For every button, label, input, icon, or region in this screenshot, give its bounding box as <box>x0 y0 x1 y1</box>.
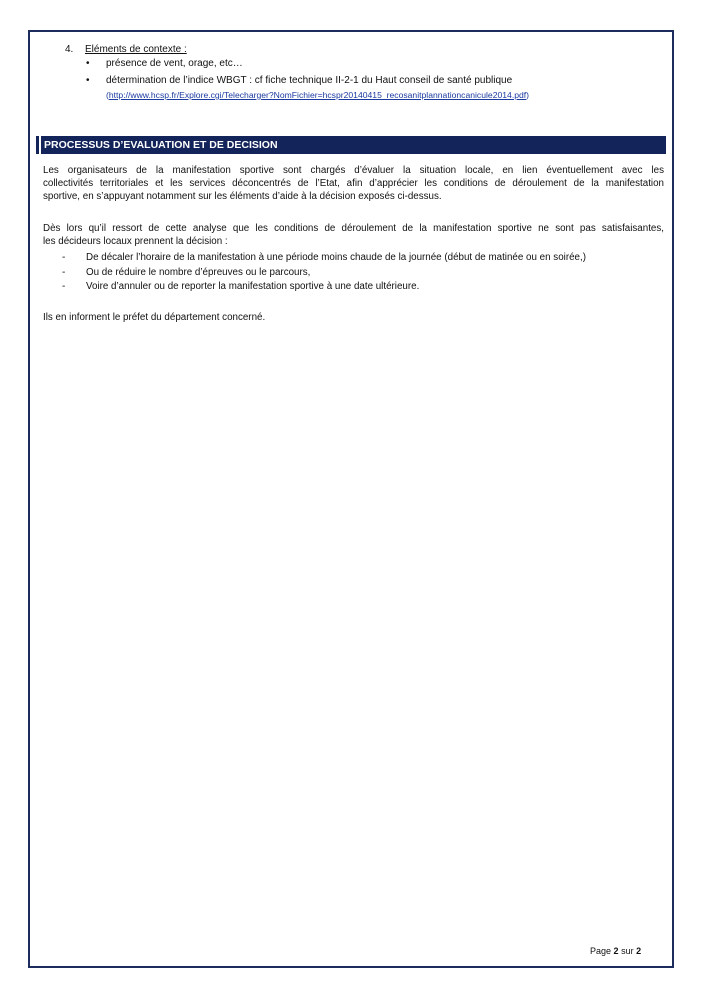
dash-icon: - <box>62 252 66 263</box>
paragraph-1 <box>43 164 664 203</box>
bullet-icon: • <box>86 58 90 69</box>
decision-item-1: De décaler l’horaire de la manifestation à une période moins chaude de la journée (début de matinée ou en soirée,) <box>86 252 586 263</box>
hcsp-link-line: (http://www.hcsp.fr/Explore.cgi/Telecharger?NomFichier=hcspr20140415_recosanitplannationcanicule2014.pdf) <box>106 90 530 100</box>
paragraph-1-line: sportive, en s’appuyant notamment sur les éléments d’aide à la décision exposés ci-dessus. <box>43 191 442 202</box>
context-title: Eléments de contexte : <box>85 44 187 55</box>
paragraph-2 <box>43 222 664 248</box>
context-heading <box>65 43 665 56</box>
paragraph-2-line: les décideurs locaux prennent la décision : <box>43 236 228 247</box>
context-bullet-2: détermination de l’indice WBGT : cf fiche technique II-2-1 du Haut conseil de santé publique <box>106 75 513 86</box>
section-title: PROCESSUS D’EVALUATION ET DE DECISION <box>44 139 278 151</box>
paragraph-1-line: collectivités territoriales et les services déconcentrés de l’Etat, afin d’apprécier les conditions de déroulement de la manifestation <box>43 178 664 189</box>
banner-accent <box>39 136 41 154</box>
context-number: 4. <box>65 44 74 55</box>
hcsp-link[interactable]: http://www.hcsp.fr/Explore.cgi/Telecharger?NomFichier=hcspr20140415_recosanitplannationcanicule2014.pdf <box>108 90 527 100</box>
section-banner <box>36 136 666 154</box>
paragraph-3: Ils en informent le préfet du département concerné. <box>43 312 266 323</box>
decision-item-2: Ou de réduire le nombre d’épreuves ou le parcours, <box>86 267 311 278</box>
paragraph-2-line: Dès lors qu’il ressort de cette analyse que les conditions de déroulement de la manifestation sportive ne sont pas satisfaisantes, <box>43 223 664 234</box>
paragraph-1-line: Les organisateurs de la manifestation sportive sont chargés d’évaluer la situation locale, en lien éventuellement avec les <box>43 165 664 176</box>
decision-item-3: Voire d’annuler ou de reporter la manifestation sportive à une date ultérieure. <box>86 281 420 292</box>
dash-icon: - <box>62 281 66 292</box>
bullet-icon: • <box>86 75 90 86</box>
dash-icon: - <box>62 267 66 278</box>
context-bullet-1: présence de vent, orage, etc… <box>106 58 243 69</box>
page-number: Page 2 sur 2 <box>590 946 642 956</box>
